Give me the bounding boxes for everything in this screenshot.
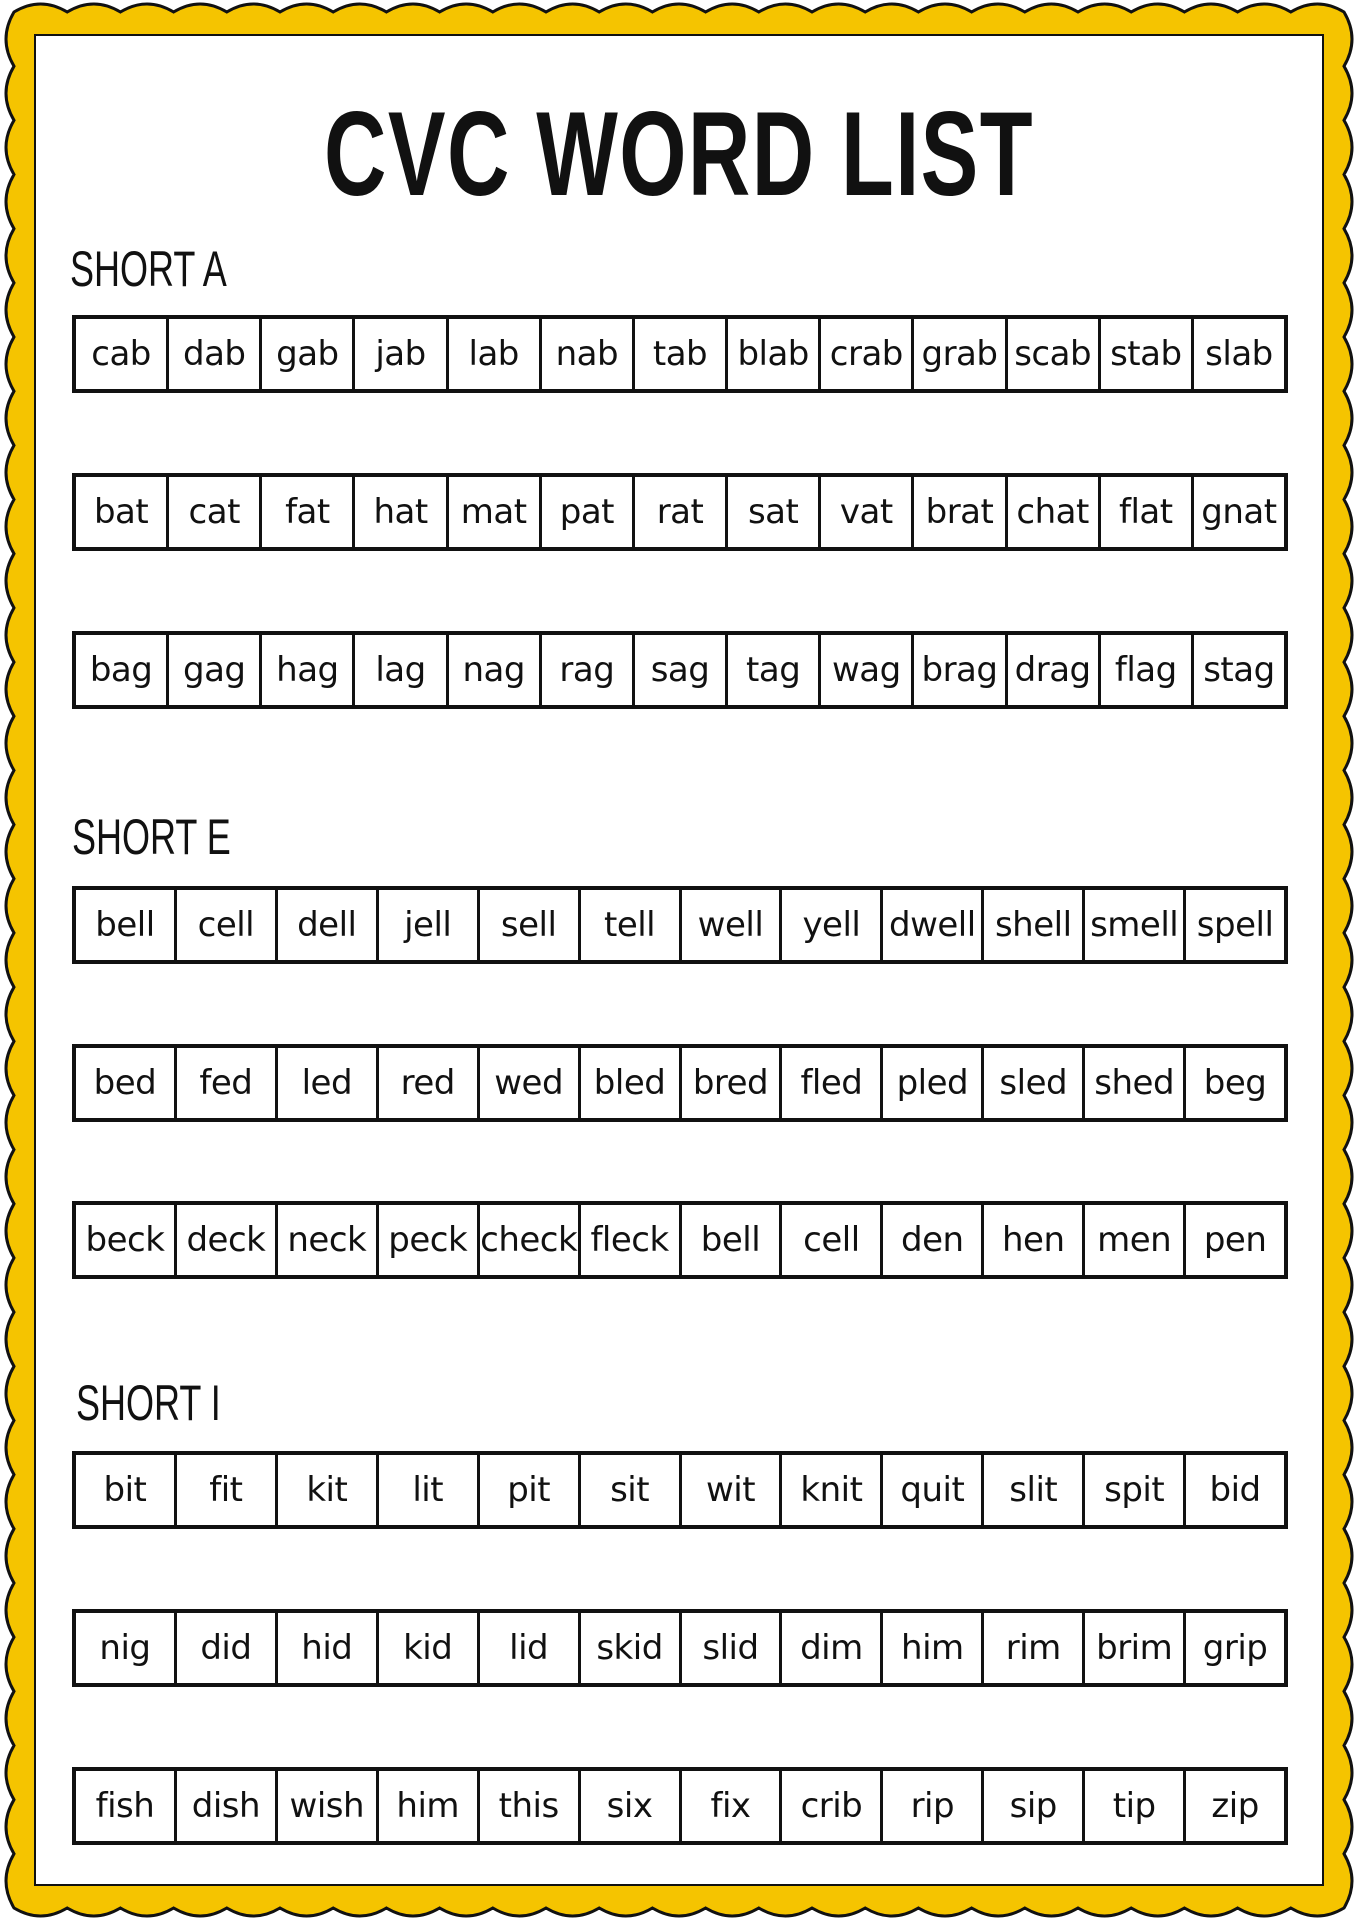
word-cell: lab [446, 319, 539, 389]
word-cell: pit [477, 1455, 578, 1525]
word-cell: led [275, 1048, 376, 1118]
word-cell: drag [1005, 635, 1098, 705]
word-cell: gag [166, 635, 259, 705]
word-cell: bed [93, 1063, 157, 1103]
word-cell: sell [477, 890, 578, 960]
word-cell: pled [880, 1048, 981, 1118]
word-cell: deck [174, 1205, 275, 1275]
word-cell: well [679, 890, 780, 960]
word-cell: hen [981, 1205, 1082, 1275]
word-cell: wed [477, 1048, 578, 1118]
word-cell: check [477, 1205, 578, 1275]
word-cell: stab [1098, 319, 1191, 389]
word-cell: tab [632, 319, 725, 389]
word-row [72, 315, 1288, 393]
word-cell: wag [818, 635, 911, 705]
word-cell: nig [99, 1628, 151, 1668]
worksheet [36, 36, 1322, 1884]
word-cell: sat [725, 477, 818, 547]
word-cell: stag [1191, 635, 1284, 705]
word-cell: dish [174, 1771, 275, 1841]
word-cell: shell [981, 890, 1082, 960]
word-cell: bag [89, 650, 153, 690]
word-cell: slab [1191, 319, 1284, 389]
word-cell: cell [174, 890, 275, 960]
word-cell: brag [911, 635, 1004, 705]
word-cell: chat [1005, 477, 1098, 547]
word-cell: blab [725, 319, 818, 389]
word-cell: lag [352, 635, 445, 705]
word-cell: slid [679, 1613, 780, 1683]
word-cell: beg [1183, 1048, 1284, 1118]
section-heading-short-i: SHORT I [76, 1375, 221, 1431]
word-cell: dab [166, 319, 259, 389]
word-cell: smell [1082, 890, 1183, 960]
word-row [72, 631, 1288, 709]
word-cell: dim [779, 1613, 880, 1683]
word-row [72, 1451, 1288, 1529]
word-cell: scab [1005, 319, 1098, 389]
word-cell: dwell [880, 890, 981, 960]
word-cell: fit [174, 1455, 275, 1525]
word-cell: pen [1183, 1205, 1284, 1275]
word-cell: him [880, 1613, 981, 1683]
word-cell: fleck [578, 1205, 679, 1275]
word-cell: gab [259, 319, 352, 389]
word-cell: skid [578, 1613, 679, 1683]
word-cell: fix [679, 1771, 780, 1841]
word-cell: shed [1082, 1048, 1183, 1118]
word-cell: dell [275, 890, 376, 960]
word-cell: men [1082, 1205, 1183, 1275]
word-cell: jell [376, 890, 477, 960]
word-cell: crab [818, 319, 911, 389]
word-cell: kid [376, 1613, 477, 1683]
word-row [72, 473, 1288, 551]
word-cell: kit [275, 1455, 376, 1525]
word-cell: sit [578, 1455, 679, 1525]
word-cell: hag [259, 635, 352, 705]
word-cell: bell [95, 905, 155, 945]
word-cell: pat [539, 477, 632, 547]
word-cell: fed [174, 1048, 275, 1118]
word-cell: quit [880, 1455, 981, 1525]
word-cell: sip [981, 1771, 1082, 1841]
word-cell: knit [779, 1455, 880, 1525]
word-cell: cell [779, 1205, 880, 1275]
word-cell: gnat [1191, 477, 1284, 547]
word-cell: this [477, 1771, 578, 1841]
word-cell: bit [103, 1470, 147, 1510]
word-cell: jab [352, 319, 445, 389]
word-cell: wit [679, 1455, 780, 1525]
word-cell: fish [95, 1786, 155, 1826]
word-cell: hat [352, 477, 445, 547]
word-cell: cat [166, 477, 259, 547]
word-cell: tip [1082, 1771, 1183, 1841]
word-cell: slit [981, 1455, 1082, 1525]
word-cell: nab [539, 319, 632, 389]
word-cell: crib [779, 1771, 880, 1841]
word-cell: grab [911, 319, 1004, 389]
word-cell: hid [275, 1613, 376, 1683]
word-cell: sag [632, 635, 725, 705]
word-cell: peck [376, 1205, 477, 1275]
word-cell: him [376, 1771, 477, 1841]
word-cell: den [880, 1205, 981, 1275]
word-cell: spell [1183, 890, 1284, 960]
word-cell: lit [376, 1455, 477, 1525]
word-row [72, 1201, 1288, 1279]
word-cell: lid [477, 1613, 578, 1683]
word-cell: wish [275, 1771, 376, 1841]
page-title: CVC WORD LIST [324, 87, 1034, 221]
word-cell: rip [880, 1771, 981, 1841]
word-cell: bell [679, 1205, 780, 1275]
word-row [72, 886, 1288, 964]
word-cell: rag [539, 635, 632, 705]
word-cell: did [174, 1613, 275, 1683]
word-cell: bled [578, 1048, 679, 1118]
word-row [72, 1044, 1288, 1122]
word-cell: vat [818, 477, 911, 547]
word-row [72, 1609, 1288, 1687]
word-cell: flag [1098, 635, 1191, 705]
word-cell: brat [911, 477, 1004, 547]
section-heading-short-a: SHORT A [70, 241, 227, 297]
word-cell: bred [679, 1048, 780, 1118]
word-cell: neck [275, 1205, 376, 1275]
word-cell: sled [981, 1048, 1082, 1118]
word-row [72, 1767, 1288, 1845]
word-cell: tag [725, 635, 818, 705]
word-cell: bid [1183, 1455, 1284, 1525]
word-cell: mat [446, 477, 539, 547]
word-cell: fled [779, 1048, 880, 1118]
word-cell: bat [93, 492, 149, 532]
word-cell: zip [1183, 1771, 1284, 1841]
word-cell: red [376, 1048, 477, 1118]
word-cell: rat [632, 477, 725, 547]
word-cell: spit [1082, 1455, 1183, 1525]
word-cell: rim [981, 1613, 1082, 1683]
section-heading-short-e: SHORT E [72, 809, 231, 865]
word-cell: grip [1183, 1613, 1284, 1683]
word-cell: cab [91, 334, 151, 374]
word-cell: beck [85, 1220, 165, 1260]
word-cell: brim [1082, 1613, 1183, 1683]
word-cell: tell [578, 890, 679, 960]
word-cell: yell [779, 890, 880, 960]
word-cell: fat [259, 477, 352, 547]
word-cell: flat [1098, 477, 1191, 547]
word-cell: nag [446, 635, 539, 705]
word-cell: six [578, 1771, 679, 1841]
